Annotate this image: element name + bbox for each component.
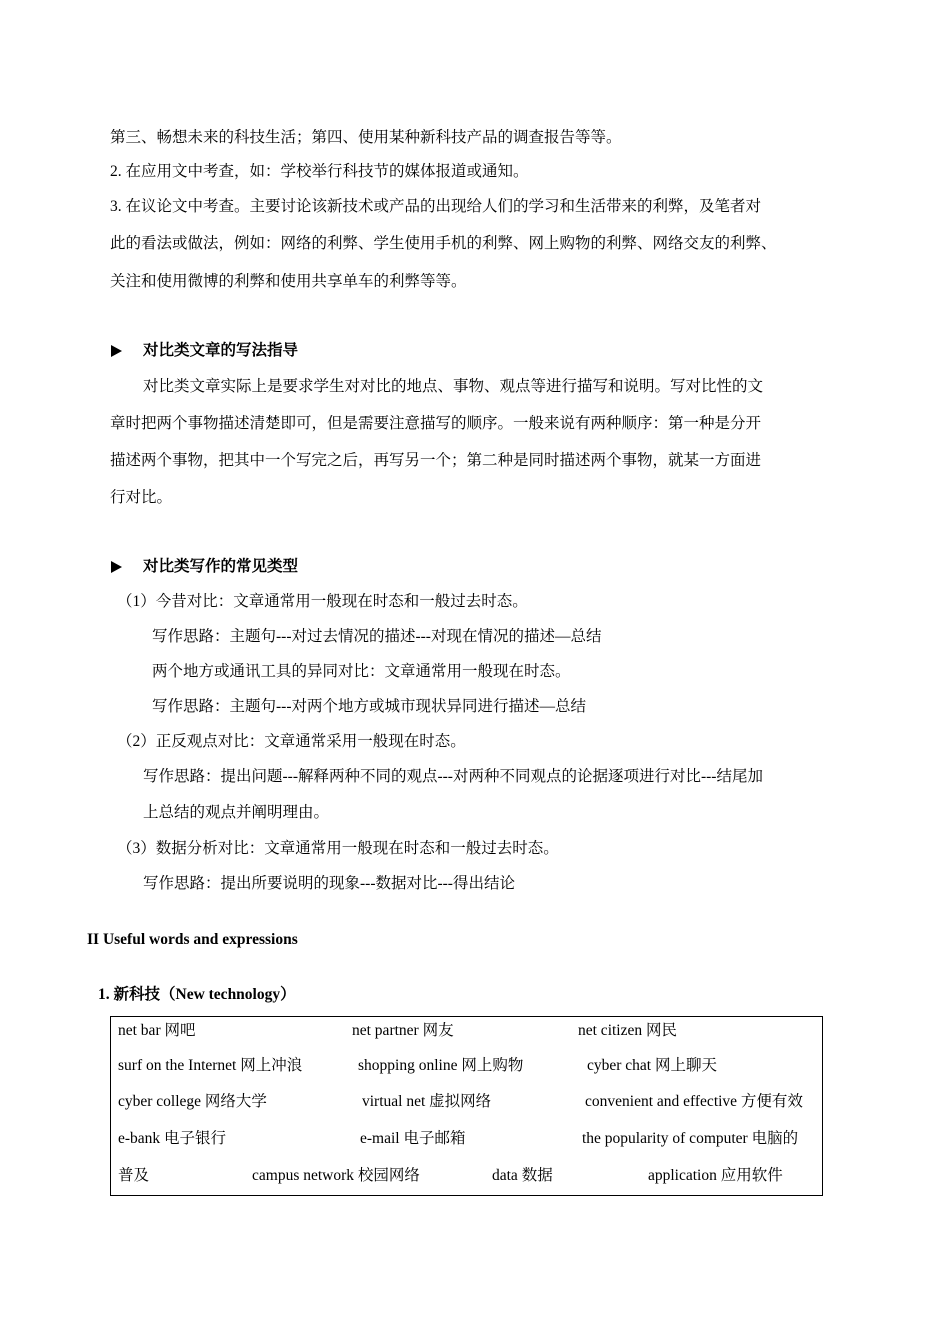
vocab-item: data 数据 [492, 1167, 553, 1184]
vocab-item: virtual net 虚拟网络 [362, 1093, 492, 1110]
guide-line-3: 描述两个事物，把其中一个写完之后，再写另一个；第二种是同时描述两个事物，就某一方面进 [110, 452, 762, 469]
intro-line-1: 第三、畅想未来的科技生活；第四、使用某种新科技产品的调查报告等等。 [110, 129, 622, 146]
vocab-item: 普及 [118, 1167, 150, 1184]
types-line-2: 写作思路：主题句---对过去情况的描述---对现在情况的描述—总结 [152, 628, 602, 645]
vocab-item: convenient and effective 方便有效 [585, 1093, 803, 1110]
intro-line-5: 关注和使用微博的利弊和使用共享单车的利弊等等。 [110, 273, 467, 290]
vocab-item: e-bank 电子银行 [118, 1130, 227, 1147]
types-line-3: 两个地方或通讯工具的异同对比：文章通常用一般现在时态。 [152, 663, 571, 680]
vocab-item: net citizen 网民 [578, 1022, 677, 1039]
guide-line-2: 章时把两个事物描述清楚即可，但是需要注意描写的顺序。一般来说有两种顺序：第一种是分开 [110, 415, 762, 432]
types-line-5: （2）正反观点对比：文章通常采用一般现在时态。 [117, 733, 466, 750]
vocab-item: the popularity of computer 电脑的 [582, 1130, 799, 1147]
vocab-item: e-mail 电子邮箱 [360, 1130, 466, 1147]
useful-subheading: 1. 新科技（New technology） [98, 986, 296, 1003]
vocab-item: cyber chat 网上聊天 [587, 1057, 717, 1074]
bullet-arrow-icon [111, 561, 122, 573]
section-heading-types: 对比类写作的常见类型 [143, 558, 299, 575]
guide-line-1: 对比类文章实际上是要求学生对对比的地点、事物、观点等进行描写和说明。写对比性的文 [143, 378, 764, 395]
intro-line-4: 此的看法或做法，例如：网络的利弊、学生使用手机的利弊、网上购物的利弊、网络交友的利弊、 [110, 235, 777, 252]
vocab-item: application 应用软件 [648, 1167, 783, 1184]
vocab-item: surf on the Internet 网上冲浪 [118, 1057, 303, 1074]
types-line-4: 写作思路：主题句---对两个地方或城市现状异同进行描述—总结 [152, 698, 586, 715]
section-heading-guide: 对比类文章的写法指导 [143, 342, 299, 359]
vocab-item: net bar 网吧 [118, 1022, 196, 1039]
guide-line-4: 行对比。 [110, 489, 173, 506]
vocab-item: shopping online 网上购物 [358, 1057, 524, 1074]
intro-line-2: 2. 在应用文中考查，如：学校举行科技节的媒体报道或通知。 [110, 163, 529, 180]
intro-line-3: 3. 在议论文中考查。主要讨论该新技术或产品的出现给人们的学习和生活带来的利弊，及笔者对 [110, 198, 762, 215]
types-line-9: 写作思路：提出所要说明的现象---数据对比---得出结论 [143, 875, 515, 892]
vocab-item: net partner 网友 [352, 1022, 454, 1039]
types-line-7: 上总结的观点并阐明理由。 [143, 804, 330, 821]
bullet-arrow-icon [111, 345, 122, 357]
useful-heading: II Useful words and expressions [87, 931, 298, 948]
types-line-6: 写作思路：提出问题---解释两种不同的观点---对两种不同观点的论据逐项进行对比---结尾加 [143, 768, 763, 785]
vocab-item: cyber college 网络大学 [118, 1093, 267, 1110]
vocab-item: campus network 校园网络 [252, 1167, 420, 1184]
types-line-8: （3）数据分析对比：文章通常用一般现在时态和一般过去时态。 [117, 840, 559, 857]
types-line-1: （1）今昔对比：文章通常用一般现在时态和一般过去时态。 [117, 593, 528, 610]
